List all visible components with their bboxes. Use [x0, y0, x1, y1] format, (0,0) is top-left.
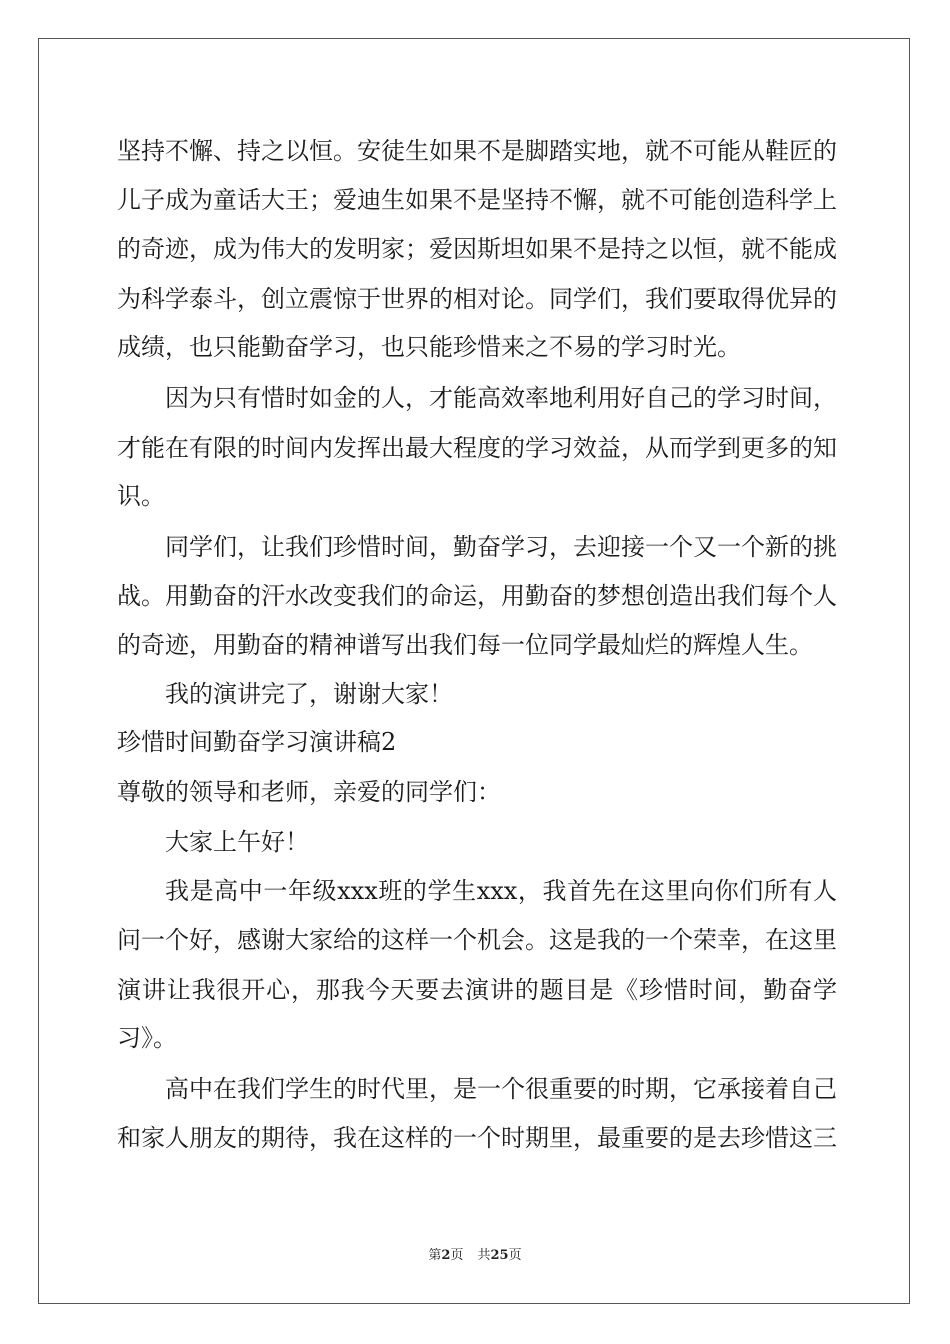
page-footer — [0, 1246, 950, 1266]
text-line: 为科学泰斗，创立震惊于世界的相对论。同学们，我们要取得优异的 — [117, 285, 837, 313]
text-line: 的奇迹，用勤奋的精神谱写出我们每一位同学最灿烂的辉煌人生。 — [117, 631, 813, 659]
greeting: 大家上午好！ — [165, 828, 309, 856]
paragraph-first-line: 我是高中一年级xxx班的学生xxx，我首先在这里向你们所有人 — [165, 877, 837, 905]
text-line: 成绩，也只能勤奋学习，也只能珍惜来之不易的学习时光。 — [117, 333, 741, 361]
paragraph-first-line: 因为只有惜时如金的人，才能高效率地利用好自己的学习时间， — [165, 384, 837, 412]
text-line: 习》。 — [117, 1024, 177, 1052]
total-unit: 页 — [508, 1248, 522, 1263]
text-line: 坚持不懈、持之以恒。安徒生如果不是脚踏实地，就不可能从鞋匠的 — [117, 137, 837, 165]
paragraph-first-line: 同学们，让我们珍惜时间，勤奋学习，去迎接一个又一个新的挑 — [165, 533, 837, 561]
text-line: 战。用勤奋的汗水改变我们的命运，用勤奋的梦想创造出我们每个人 — [117, 582, 837, 610]
salutation: 尊敬的领导和老师，亲爱的同学们： — [117, 778, 501, 806]
section-title: 珍惜时间勤奋学习演讲稿2 — [117, 728, 397, 756]
paragraph-first-line: 我的演讲完了，谢谢大家！ — [165, 680, 453, 708]
text-line: 问一个好，感谢大家给的这样一个机会。这是我的一个荣幸，在这里 — [117, 926, 837, 954]
page-border — [38, 38, 910, 1304]
page-unit: 页 — [450, 1248, 464, 1263]
total-prefix: 共 — [477, 1248, 491, 1263]
page-prefix: 第 — [428, 1248, 442, 1263]
page-total: 25 — [490, 1248, 509, 1263]
text-line: 演讲让我很开心，那我今天要去演讲的题目是《珍惜时间，勤奋学 — [117, 976, 837, 1004]
text-line: 识。 — [117, 482, 165, 510]
text-line: 儿子成为童话大王；爱迪生如果不是坚持不懈，就不可能创造科学上 — [117, 186, 837, 214]
page-current: 2 — [441, 1248, 451, 1263]
text-line: 和家人朋友的期待，我在这样的一个时期里，最重要的是去珍惜这三 — [117, 1124, 837, 1152]
text-line: 才能在有限的时间内发挥出最大程度的学习效益，从而学到更多的知 — [117, 434, 837, 462]
paragraph-first-line: 高中在我们学生的时代里，是一个很重要的时期，它承接着自己 — [165, 1075, 837, 1103]
text-line: 的奇迹，成为伟大的发明家；爱因斯坦如果不是持之以恒，就不能成 — [117, 235, 837, 263]
